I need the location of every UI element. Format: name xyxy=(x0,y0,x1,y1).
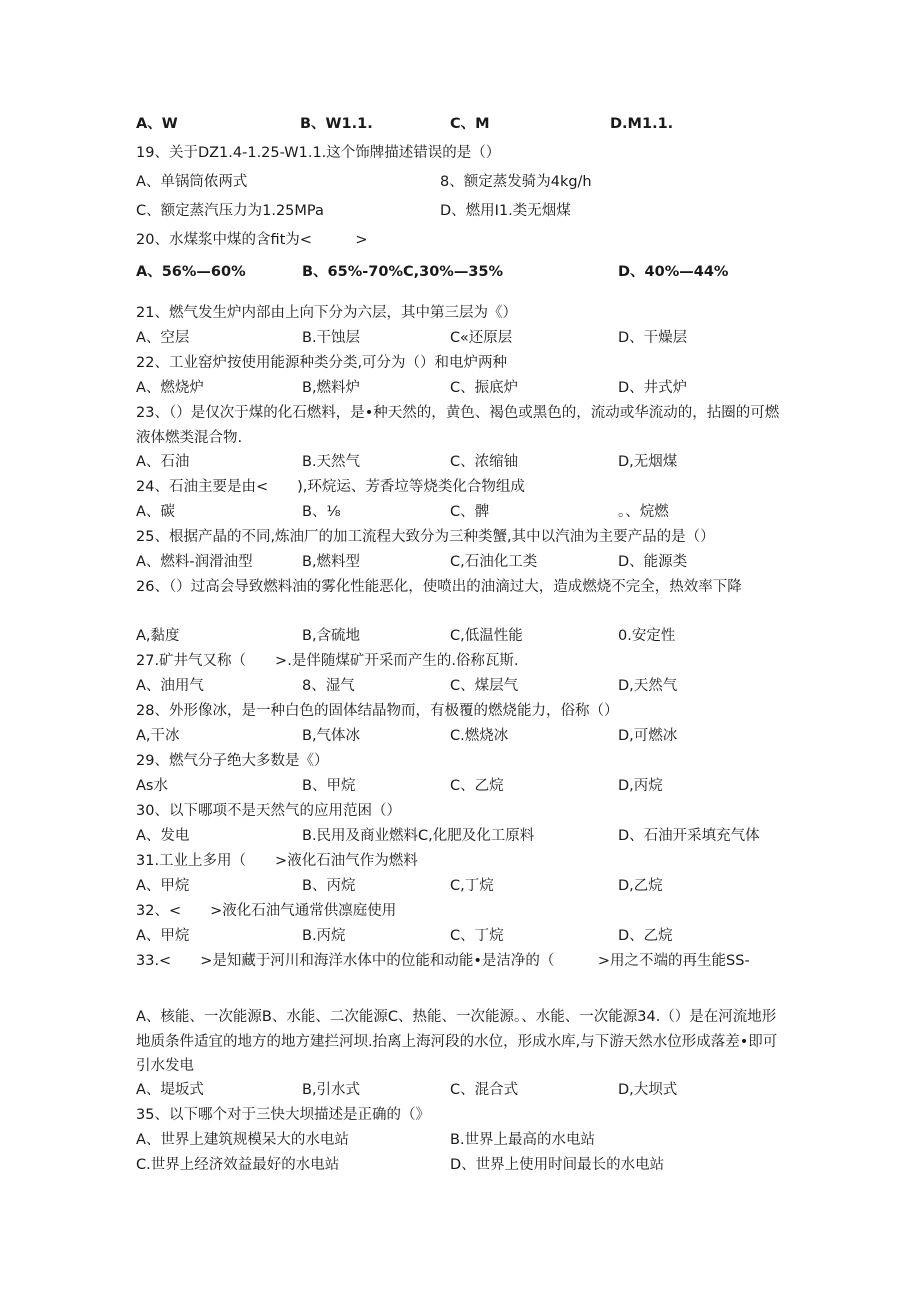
option-b-c: B、65%-70%C,30%—35% xyxy=(302,264,504,280)
option-a: As水 xyxy=(136,778,168,794)
question-27: 27.矿井气又称（ >.是伴随煤矿开采而产生的.俗称瓦斯. xyxy=(136,653,519,669)
option-d: D、燃用I1.类无烟煤 xyxy=(440,203,571,219)
option-a: A、发电 xyxy=(136,828,190,844)
option-b: B、W1.1. xyxy=(300,116,373,132)
option-b: B,含硫地 xyxy=(302,628,361,644)
question-33: 33.< >是知藏于河川和海洋水体中的位能和动能•是洁净的（ >用之不端的再生能SS- xyxy=(136,953,750,969)
option-a: A、W xyxy=(136,116,178,132)
option-a: A、单锅筒侬两式 xyxy=(136,174,248,190)
question-28: 28、外形像冰，是一种白色的固体结晶物而，有极覆的燃烧能力，俗称（） xyxy=(136,703,619,719)
option-a: A,黏度 xyxy=(136,628,180,644)
option-a: A、甲烷 xyxy=(136,878,190,894)
option-b: B,引水式 xyxy=(302,1082,361,1098)
option-a: A、世界上建筑规模呆大的水电站 xyxy=(136,1132,349,1148)
question-19: 19、关于DZ1.4-1.25-W1.1.这个饰牌描述错误的是（） xyxy=(136,145,501,161)
option-a: A、空层 xyxy=(136,330,190,346)
question-25: 25、根据产晶的不同,炼油厂的加工流程大致分为三种类蟹,其中以汽油为主要产品的是（） xyxy=(136,529,715,545)
option-d: D、干燥层 xyxy=(618,330,688,346)
option-b: B.丙烷 xyxy=(302,928,346,944)
option-a: A、燃料-润滑油型 xyxy=(136,554,253,570)
option-b: B,气体冰 xyxy=(302,728,361,744)
question-31: 31.工业上多用（ >液化石油气作为燃料 xyxy=(136,853,418,869)
option-c: C、M xyxy=(450,116,490,132)
question-30: 30、以下哪项不是天然气的应用范困（） xyxy=(136,803,401,819)
option-b: 8、额定蒸发骑为4kg∕h xyxy=(440,174,592,190)
option-d: D.M1.1. xyxy=(610,116,674,132)
option-c: C.燃烧冰 xyxy=(450,728,509,744)
option-c: C,石油化工类 xyxy=(450,554,538,570)
option-b: B、⅛ xyxy=(302,504,341,520)
option-b: B、甲烷 xyxy=(302,778,356,794)
question-23: 23、（）是仅次于煤的化石燃料，是•种天然的，黄色、褐色或黑色的，流动或华流动的，拈圈的可燃液体燃类混合物. xyxy=(136,405,780,446)
option-a: A,干冰 xyxy=(136,728,180,744)
option-a: A、燃烧炉 xyxy=(136,380,204,396)
option-c: C,低温性能 xyxy=(450,628,523,644)
question-24: 24、石油主要是由< ),环烷运、芳香垃等烧类化合物组成 xyxy=(136,479,525,495)
option-d: 。、烷燃 xyxy=(618,504,669,520)
option-c: C,丁烷 xyxy=(450,878,494,894)
option-c: C、丁烷 xyxy=(450,928,504,944)
option-d: D、井式炉 xyxy=(618,380,688,396)
option-c: C、乙烷 xyxy=(450,778,504,794)
option-c: C、额定蒸汽压力为1.25MPa xyxy=(136,203,324,219)
option-a: A、碳 xyxy=(136,504,175,520)
option-b: B.干蚀层 xyxy=(302,330,361,346)
option-b-c: B.民用及商业燃料C,化肥及化工原料 xyxy=(302,828,535,844)
question-21: 21、燃气发生炉内部由上向下分为六层，其中第三层为《） xyxy=(136,305,517,321)
option-d: D、乙烷 xyxy=(618,928,673,944)
option-a: A、油用气 xyxy=(136,678,204,694)
option-a: A、堤坂式 xyxy=(136,1082,204,1098)
option-d: D、世界上使用时间最长的水电站 xyxy=(450,1157,665,1173)
question-26: 26、（）过高会导致燃料油的雾化性能恶化，使喷出的油滴过大，造成燃烧不完全，热效率下降 xyxy=(136,579,742,595)
option-c: C、振底炉 xyxy=(450,380,519,396)
option-d: 0.安定性 xyxy=(618,628,676,644)
option-d: D,乙烷 xyxy=(618,878,663,894)
option-a: A、56%—60% xyxy=(136,264,246,280)
option-d: D、石油开采填充气体 xyxy=(618,828,760,844)
option-b: B.天然气 xyxy=(302,454,361,470)
option-d: D,大坝式 xyxy=(618,1082,678,1098)
option-d: D,无烟煤 xyxy=(618,454,678,470)
option-d: D、能源类 xyxy=(618,554,688,570)
option-c: C、髀 xyxy=(450,504,490,520)
question-29: 29、燃气分子绝大多数是《） xyxy=(136,753,329,769)
question-22: 22、工业窑炉按使用能源种类分类,可分为（）和电炉两种 xyxy=(136,355,508,371)
question-35: 35、以下哪个对于三快大坝描述是正确的（》 xyxy=(136,1107,430,1123)
question-34: A、核能、一次能源B、水能、二次能源C、热能、一次能源。、水能、一次能源34.（）是在河流地形地质条件适宜的地方的地方建拦河坝.抬离上海河段的水位，形成水库,与下游天然水位形成落差•即可引水发电 xyxy=(136,1009,778,1074)
option-c: C、煤层气 xyxy=(450,678,519,694)
option-d: D,可燃冰 xyxy=(618,728,678,744)
option-a: A、石油 xyxy=(136,454,190,470)
option-b: B,燃料型 xyxy=(302,554,361,570)
option-d: D,丙烷 xyxy=(618,778,663,794)
question-32: 32、< >液化石油气通常供凛庭使用 xyxy=(136,903,397,919)
option-d: D,天然气 xyxy=(618,678,678,694)
option-b: B,燃料炉 xyxy=(302,380,361,396)
option-c: C.世界上经济效益最好的水电站 xyxy=(136,1157,340,1173)
option-b: 8、湿气 xyxy=(302,678,355,694)
option-b: B、丙烷 xyxy=(302,878,356,894)
option-c: C«还原层 xyxy=(450,330,513,346)
option-d: D、40%—44% xyxy=(618,264,729,280)
option-c: C、混合式 xyxy=(450,1082,519,1098)
option-c: C、浓缩铀 xyxy=(450,454,519,470)
option-b: B.世界上最高的水电站 xyxy=(450,1132,596,1148)
option-a: A、甲烷 xyxy=(136,928,190,944)
question-20: 20、水煤浆中煤的含fit为< > xyxy=(136,232,368,248)
